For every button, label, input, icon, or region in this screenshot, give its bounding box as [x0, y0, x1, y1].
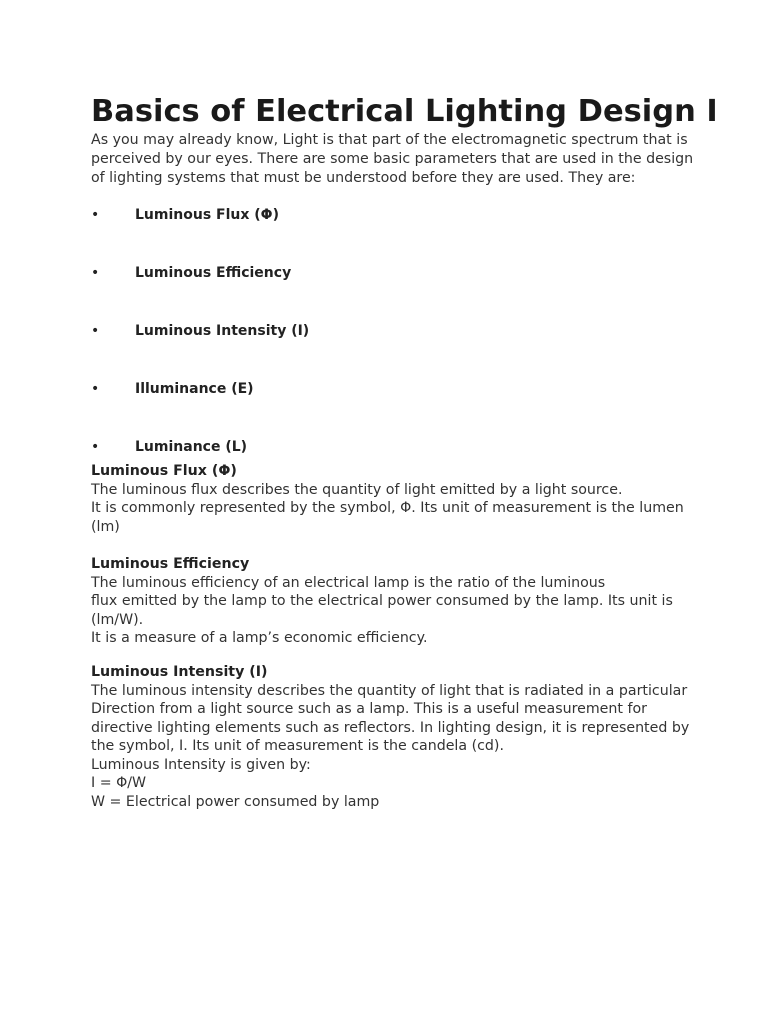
list-item-label: Luminance (L)	[135, 439, 248, 455]
section-line: It is a measure of a lamp’s economic efficiency.	[91, 630, 428, 646]
formula-line: W = Electrical power consumed by lamp	[91, 793, 380, 810]
bullet-icon: •	[91, 265, 100, 281]
section-line: the symbol, I. Its unit of measurement is the candela (cd).	[91, 738, 504, 754]
bullet-icon: •	[91, 381, 100, 397]
section-line: The luminous flux describes the quantity of light emitted by a light source.	[91, 481, 623, 498]
section-line: directive lighting elements such as reflectors. In lighting design, it is represented by	[91, 719, 690, 736]
list-item-label: Luminous Flux (Φ)	[135, 207, 279, 223]
section-line: flux emitted by the lamp to the electrical power consumed by the lamp. Its unit is	[91, 593, 673, 609]
list-item-label: Luminous Efficiency	[135, 265, 292, 281]
intro-paragraph	[91, 131, 694, 188]
section-luminous-intensity	[91, 663, 690, 811]
section-line: The luminous efficiency of an electrical lamp is the ratio of the luminous	[91, 574, 606, 591]
section-line: The luminous intensity describes the quantity of light that is radiated in a particular	[91, 682, 688, 699]
formula-line: I = Φ/W	[91, 775, 147, 791]
section-line: (lm/W).	[91, 611, 144, 628]
section-line: Luminous Intensity is given by:	[91, 756, 311, 773]
section-line: It is commonly represented by the symbol, Φ. Its unit of measurement is the lumen	[91, 500, 684, 516]
section-luminous-efficiency	[91, 555, 671, 648]
section-heading: Luminous Flux (Φ)	[91, 463, 237, 479]
intro-line: perceived by our eyes. There are some basic parameters that are used in the design	[91, 151, 694, 167]
section-luminous-flux	[91, 462, 684, 536]
intro-line: of lighting systems that must be understood before they are used. They are:	[91, 170, 636, 186]
section-heading: Luminous Efficiency	[91, 556, 250, 572]
bullet-icon: •	[91, 207, 100, 223]
bullet-icon: •	[91, 323, 100, 339]
section-line: Direction from a light source such as a lamp. This is a useful measurement for	[91, 701, 647, 717]
list-item-label: Illuminance (E)	[135, 381, 254, 397]
intro-line: As you may already know, Light is that part of the electromagnetic spectrum that is	[91, 132, 688, 148]
section-heading: Luminous Intensity (I)	[91, 664, 268, 680]
list-item-label: Luminous Intensity (I)	[135, 323, 310, 339]
page-title: Basics of Electrical Lighting Design I	[91, 94, 718, 129]
bullet-icon: •	[91, 439, 100, 455]
section-line: (lm)	[91, 518, 120, 535]
